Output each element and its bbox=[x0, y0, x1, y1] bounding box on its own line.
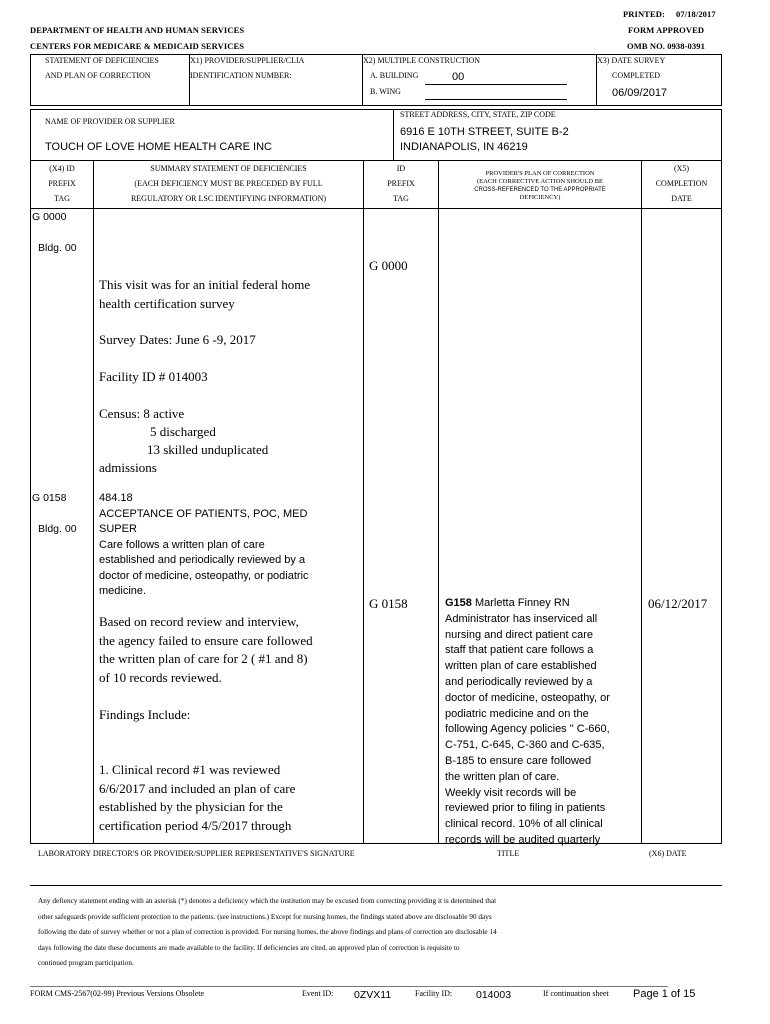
printed-date: 07/18/2017 bbox=[676, 9, 716, 19]
disclaimer bbox=[38, 893, 497, 971]
form-approved: FORM APPROVED bbox=[628, 25, 705, 35]
plan-header-2: (EACH CORRECTIVE ACTION SHOULD BE bbox=[476, 178, 604, 185]
disclaimer-line: continued program participation. bbox=[38, 958, 134, 968]
printed-label: PRINTED: bbox=[623, 9, 665, 19]
disclaimer-line: Any defiency statement ending with an asterisk (*) denotes a deficiency which the institution may be excused from correcting providing it is determined that bbox=[38, 896, 497, 905]
regulation-line: ACCEPTANCE OF PATIENTS, POC, MED bbox=[99, 507, 308, 520]
id-header-3: TAG bbox=[393, 194, 409, 203]
record-line: established by the physician for the bbox=[99, 799, 283, 814]
date-label: (X6) DATE bbox=[649, 849, 687, 858]
regulation-line: Care follows a written plan of care bbox=[99, 538, 265, 551]
census-skilled: 13 skilled unduplicated bbox=[147, 442, 269, 457]
address-line-2: INDIANAPOLIS, IN 46219 bbox=[400, 141, 528, 153]
building-label: A. BUILDING bbox=[370, 71, 419, 80]
tag-g0000: G 0000 bbox=[32, 211, 67, 223]
regulation-line: SUPER bbox=[99, 523, 137, 535]
plan-line: Administrator has inserviced all bbox=[445, 612, 598, 625]
id-header-2: PREFIX bbox=[387, 179, 415, 188]
intro-line: This visit was for an initial federal home bbox=[99, 277, 311, 292]
x1-label-1: X1) PROVIDER/SUPPLIER/CLIA bbox=[190, 56, 305, 65]
summary-header-3: REGULATORY OR LSC IDENTIFYING INFORMATION) bbox=[130, 194, 327, 203]
address-label: STREET ADDRESS, CITY, STATE, ZIP CODE bbox=[400, 110, 556, 119]
record-line: 1. Clinical record #1 was reviewed bbox=[99, 762, 281, 777]
provider-name: TOUCH OF LOVE HOME HEALTH CARE INC bbox=[45, 141, 272, 153]
survey-dates: Survey Dates: June 6 -9, 2017 bbox=[99, 332, 256, 347]
x3-label-2: COMPLETED bbox=[612, 71, 660, 80]
department-title: DEPARTMENT OF HEALTH AND HUMAN SERVICES bbox=[30, 25, 245, 35]
x3-label-1: X3) DATE SURVEY bbox=[597, 56, 666, 65]
plan-header-4: DEFICIENCY) bbox=[519, 194, 561, 201]
plan-line: written plan of care established bbox=[445, 660, 597, 673]
page-number: Page 1 of 15 bbox=[633, 988, 696, 1000]
disclaimer-line: days following the date these documents are made available to the facility. If deficiencies are cited, an approved plan of correction is requisite to bbox=[38, 942, 460, 952]
facility-id-label: Facility ID: bbox=[415, 989, 453, 998]
plan-line: and periodically reviewed by a bbox=[445, 675, 593, 688]
x4-header-3: TAG bbox=[54, 194, 70, 203]
x4-header-1: (X4) ID bbox=[49, 164, 75, 173]
provider-name-label: NAME OF PROVIDER OR SUPPLIER bbox=[45, 117, 175, 126]
record-line: 6/6/2017 and included an plan of care bbox=[99, 780, 296, 796]
continuation-label: If continuation sheet bbox=[543, 989, 609, 998]
disclaimer-line: other safeguards provide sufficient protection to the patients. (see instructions.) Except for nursing homes, the findings stated above are disclosable 90 days bbox=[38, 911, 492, 921]
intro-line: health certification survey bbox=[99, 295, 235, 311]
x4-header-2: PREFIX bbox=[48, 179, 76, 188]
event-id-label: Event ID: bbox=[302, 989, 334, 998]
plan-tag: G158 bbox=[445, 597, 472, 609]
plan-line: following Agency policies " C-660, bbox=[445, 723, 610, 736]
plan-line: podiatric medicine and on the bbox=[445, 707, 589, 720]
plan-header-1: PROVIDER'S PLAN OF CORRECTION bbox=[485, 170, 595, 177]
signature-label: LABORATORY DIRECTOR'S OR PROVIDER/SUPPLIER REPRESENTATIVE'S SIGNATURE bbox=[38, 849, 355, 858]
regulation-line: established and periodically reviewed by a bbox=[99, 554, 306, 566]
id-tag-g0158: G 0158 bbox=[369, 596, 408, 611]
plan-line: records will be audited quarterly bbox=[445, 833, 601, 846]
x1-label-2: IDENTIFICATION NUMBER: bbox=[190, 71, 292, 80]
survey-completed-date: 06/09/2017 bbox=[612, 87, 668, 99]
address-line-1: 6916 E 10TH STREET, SUITE B-2 bbox=[400, 126, 569, 138]
summary-header-1: SUMMARY STATEMENT OF DEFICIENCIES bbox=[150, 164, 307, 173]
finding-line: the agency failed to ensure care followed bbox=[99, 632, 313, 648]
plan-line: nursing and direct patient care bbox=[445, 628, 593, 641]
census-discharged: 5 discharged bbox=[150, 424, 216, 439]
record-line: certification period 4/5/2017 through bbox=[99, 817, 292, 833]
disclaimer-line: following the date of survey whether or not a plan of correction is provided. For nursing homes, the above findings and plans of correction are disclosable 14 bbox=[38, 927, 497, 937]
id-tag-g0000: G 0000 bbox=[369, 258, 408, 273]
plan-of-correction bbox=[445, 596, 610, 849]
x5-header-2: COMPLETION bbox=[655, 179, 708, 188]
finding-line: the written plan of care for 2 ( #1 and 8) bbox=[99, 651, 308, 666]
plan-line: Marletta Finney RN bbox=[474, 597, 570, 609]
plan-line: C-751, C-645, C-360 and C-635, bbox=[445, 739, 605, 752]
regulation-line: 484.18 bbox=[99, 492, 133, 504]
omb-number: OMB NO. 0938-0391 bbox=[627, 41, 705, 51]
plan-line: Weekly visit records will be bbox=[445, 786, 577, 799]
census-admissions: admissions bbox=[99, 460, 157, 475]
plan-line: staff that patient care follows a bbox=[445, 644, 594, 657]
completion-date: 06/12/2017 bbox=[648, 596, 708, 611]
id-header-1: ID bbox=[396, 164, 406, 173]
facility-id-value: 014003 bbox=[476, 989, 512, 1001]
tag-g0158: G 0158 bbox=[32, 492, 67, 504]
census-active: Census: 8 active bbox=[99, 406, 185, 421]
findings-include: Findings Include: bbox=[99, 707, 191, 722]
finding-line: of 10 records reviewed. bbox=[99, 669, 222, 685]
x2-label: X2) MULTIPLE CONSTRUCTION bbox=[363, 56, 481, 65]
statement-label-2: AND PLAN OF CORRECTION bbox=[45, 71, 151, 80]
x5-header-3: DATE bbox=[671, 194, 692, 203]
finding-line: Based on record review and interview, bbox=[99, 614, 299, 629]
form-number: FORM CMS-2567(02-99) Previous Versions Obsolete bbox=[30, 989, 205, 998]
wing-label: B. WING bbox=[370, 87, 401, 96]
x5-header-1: (X5) bbox=[673, 164, 690, 173]
plan-line: B-185 to ensure care followed bbox=[445, 754, 592, 767]
statement-label-1: STATEMENT OF DEFICIENCIES bbox=[45, 56, 159, 65]
plan-header-3: CROSS-REFERENCED TO THE APPROPRIATE bbox=[474, 187, 606, 193]
building-tag-2: Bldg. 00 bbox=[38, 523, 77, 535]
facility-id-text: Facility ID # 014003 bbox=[99, 369, 208, 384]
plan-line: doctor of medicine, osteopathy, or bbox=[445, 691, 610, 704]
regulation-line: doctor of medicine, osteopathy, or podiatric bbox=[99, 569, 309, 582]
building-value: 00 bbox=[452, 71, 465, 83]
plan-line: reviewed prior to filing in patients bbox=[445, 802, 606, 815]
building-tag-1: Bldg. 00 bbox=[38, 242, 77, 254]
centers-title: CENTERS FOR MEDICARE & MEDICAID SERVICES bbox=[30, 41, 245, 51]
plan-line: the written plan of care. bbox=[445, 770, 560, 783]
title-label: TITLE bbox=[497, 849, 520, 858]
event-id-value: 0ZVX11 bbox=[354, 989, 392, 1001]
regulation-line: medicine. bbox=[99, 585, 147, 597]
plan-line: clinical record. 10% of all clinical bbox=[445, 818, 603, 831]
summary-header-2: (EACH DEFICIENCY MUST BE PRECEDED BY FULL bbox=[134, 179, 323, 188]
